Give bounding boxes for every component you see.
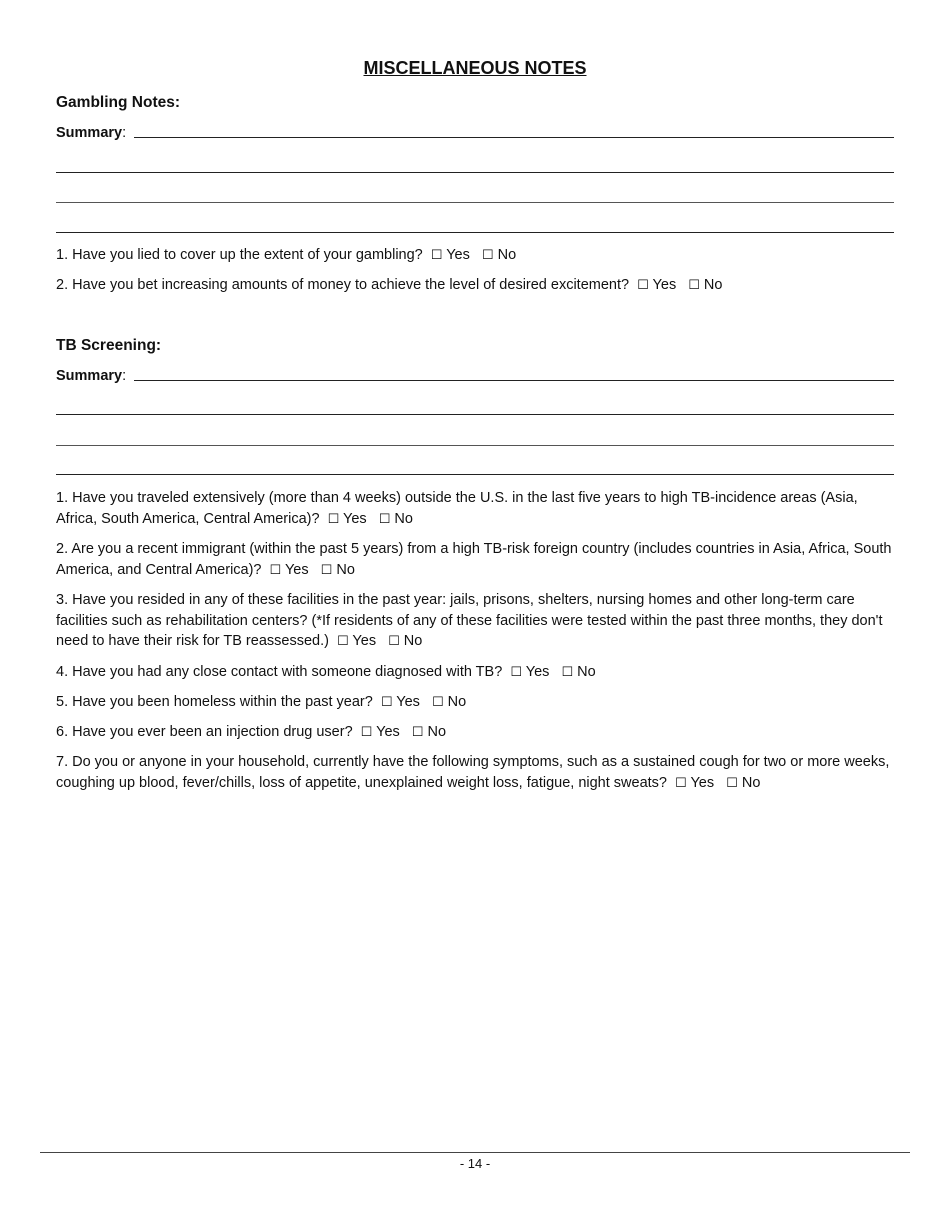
gambling-heading: Gambling Notes:: [56, 94, 181, 111]
tb-question-2: [56, 539, 894, 581]
tb-q1-yes-checkbox[interactable]: ☐: [327, 511, 340, 527]
tb-q1-yes-label: Yes: [343, 510, 367, 527]
tb-question-1: [56, 488, 894, 530]
gambling-summary-line-4[interactable]: [56, 232, 894, 233]
gambling-q1-yes-label: Yes: [446, 247, 470, 263]
tb-q1-no-checkbox[interactable]: ☐: [378, 511, 391, 527]
gambling-question-2: [56, 275, 894, 297]
gambling-q1-no-label: No: [497, 247, 517, 263]
tb-question-6: [56, 722, 894, 744]
tb-question-4: [56, 662, 894, 684]
tb-q5-no-checkbox[interactable]: ☐: [431, 695, 444, 710]
tb-q4-no-label: No: [577, 664, 596, 680]
tb-heading: TB Screening:: [56, 337, 162, 354]
tb-question-1-text: 1. Have you traveled extensively (more than 4 weeks) outside the U.S. in the last five years to high TB-incidence areas (Asia, Africa, South America, Central America)?: [56, 490, 858, 527]
tb-question-6-text: 6. Have you ever been an injection drug user?: [56, 724, 353, 740]
tb-q6-yes-checkbox[interactable]: ☐: [360, 725, 373, 740]
tb-q5-yes-label: Yes: [396, 694, 420, 710]
gambling-summary-line-2[interactable]: [56, 172, 894, 173]
tb-q2-no-label: No: [336, 561, 355, 578]
tb-question-5-text: 5. Have you been homeless within the past year?: [56, 694, 373, 710]
tb-summary-line-4[interactable]: [56, 474, 894, 475]
gambling-q2-yes-label: Yes: [652, 277, 677, 293]
tb-q5-yes-checkbox[interactable]: ☐: [380, 695, 393, 710]
tb-q3-no-label: No: [403, 633, 423, 649]
tb-question-2-text: 2. Are you a recent immigrant (within the past 5 years) from a high TB-risk foreign country (includes countries in Asia, Africa, South America, and Central America)?: [56, 541, 892, 578]
tb-summary-field[interactable]: [134, 379, 894, 381]
tb-summary-line-3[interactable]: [56, 445, 894, 446]
tb-q5-no-label: No: [447, 694, 467, 710]
gambling-summary-line-3[interactable]: [56, 202, 894, 203]
gambling-summary-field[interactable]: [134, 136, 894, 138]
tb-q6-yes-label: Yes: [376, 724, 400, 740]
tb-q3-yes-label: Yes: [352, 633, 377, 649]
tb-q3-yes-checkbox[interactable]: ☐: [336, 634, 349, 649]
tb-q6-no-label: No: [427, 724, 447, 740]
gambling-question-2-text: 2. Have you bet increasing amounts of money to achieve the level of desired excitement?: [56, 277, 630, 293]
tb-q2-yes-label: Yes: [284, 561, 309, 578]
tb-q7-no-label: No: [741, 774, 761, 791]
gambling-summary-row: [56, 125, 894, 141]
tb-question-3-text: 3. Have you resided in any of these facilities in the past year: jails, prisons, shelters, nursing homes and other long-term care facilities such as rehabilitation centers? (*If residents of any of these facilities were tested within the past three months, they don't need to have their risk for TB reassessed.): [56, 592, 883, 649]
page-number: - 14 -: [459, 1156, 491, 1171]
tb-q4-yes-checkbox[interactable]: ☐: [510, 665, 522, 680]
tb-summary-row: [56, 368, 894, 384]
tb-summary-colon: :: [122, 368, 127, 384]
gambling-q2-yes-checkbox[interactable]: ☐: [637, 278, 649, 293]
tb-question-5: [56, 692, 894, 714]
gambling-summary-label: Summary: [56, 125, 123, 141]
gambling-q2-no-checkbox[interactable]: ☐: [688, 278, 700, 293]
tb-q7-yes-label: Yes: [690, 774, 715, 791]
tb-q7-yes-checkbox[interactable]: ☐: [675, 775, 687, 791]
tb-question-7: [56, 752, 894, 794]
tb-q7-no-checkbox[interactable]: ☐: [726, 775, 738, 791]
tb-q4-no-checkbox[interactable]: ☐: [561, 665, 574, 680]
tb-question-4-text: 4. Have you had any close contact with someone diagnosed with TB?: [56, 664, 503, 680]
tb-q2-no-checkbox[interactable]: ☐: [320, 562, 333, 578]
tb-q3-no-checkbox[interactable]: ☐: [388, 634, 400, 649]
footer-divider: [40, 1152, 910, 1153]
tb-summary-label: Summary: [56, 368, 123, 384]
gambling-question-1-text: 1. Have you lied to cover up the extent of your gambling?: [56, 247, 423, 263]
tb-summary-line-2[interactable]: [56, 414, 894, 415]
tb-q4-yes-label: Yes: [525, 664, 550, 680]
gambling-q2-no-label: No: [703, 277, 723, 293]
gambling-q1-yes-checkbox[interactable]: ☐: [430, 248, 443, 263]
gambling-question-1: [56, 245, 894, 267]
gambling-summary-colon: :: [122, 125, 127, 141]
tb-question-7-text: 7. Do you or anyone in your household, currently have the following symptoms, such as a sustained cough for two or more weeks, coughing up blood, fever/chills, loss of appetite, unexplained weight loss, fatigue, night sweats?: [56, 754, 890, 791]
tb-q2-yes-checkbox[interactable]: ☐: [269, 562, 282, 578]
tb-q1-no-label: No: [394, 510, 413, 527]
gambling-q1-no-checkbox[interactable]: ☐: [481, 248, 494, 263]
tb-question-3: [56, 590, 894, 653]
tb-q6-no-checkbox[interactable]: ☐: [411, 725, 424, 740]
page-title: MISCELLANEOUS NOTES: [363, 58, 587, 78]
